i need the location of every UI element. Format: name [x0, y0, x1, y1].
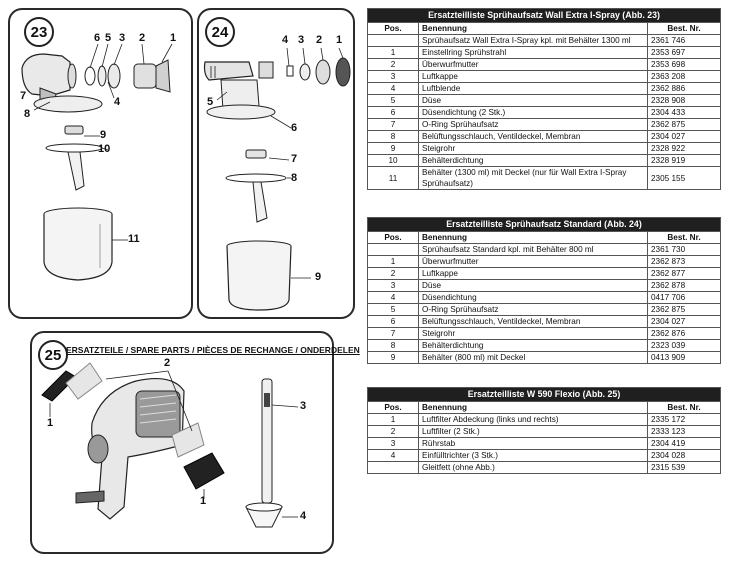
cell-name: Belüftungsschlauch, Ventildeckel, Membran — [419, 131, 648, 143]
cell-nr: 2361 746 — [648, 35, 721, 47]
label-1: 1 — [336, 34, 343, 46]
cell-name: Steigrohr — [419, 143, 648, 155]
table-row — [368, 414, 721, 426]
label-8: 8 — [291, 172, 298, 184]
cell-pos: 1 — [368, 256, 419, 268]
label-9: 9 — [315, 271, 322, 283]
cell-nr: 2305 155 — [648, 167, 721, 190]
cell-nr: 2362 877 — [648, 268, 721, 280]
cell-pos: 7 — [368, 328, 419, 340]
cell-nr: 2362 875 — [648, 119, 721, 131]
label-10: 10 — [98, 143, 111, 155]
label-2: 2 — [164, 357, 171, 369]
cell-pos: 7 — [368, 119, 419, 131]
cell-pos: 3 — [368, 280, 419, 292]
table-row — [368, 143, 721, 155]
col-nr: Best. Nr. — [648, 23, 721, 35]
cell-name: O-Ring Sprühaufsatz — [419, 119, 648, 131]
cell-nr: 2328 919 — [648, 155, 721, 167]
cell-pos: 11 — [368, 167, 419, 190]
spare-parts-title: ERSATZTEILE / SPARE PARTS / PIÈCES DE RECHANGE / ONDERDELEN — [66, 345, 360, 355]
table-row — [368, 167, 721, 190]
cell-nr: 2315 539 — [648, 462, 721, 474]
parts-table-wall-extra — [367, 8, 721, 190]
table-row — [368, 107, 721, 119]
cell-nr: 2304 028 — [648, 450, 721, 462]
cell-pos: 6 — [368, 316, 419, 328]
cell-nr: 2304 027 — [648, 131, 721, 143]
cell-nr: 2304 419 — [648, 438, 721, 450]
cell-nr: 2328 922 — [648, 143, 721, 155]
cell-nr: 2333 123 — [648, 426, 721, 438]
cell-name: Gleitfett (ohne Abb.) — [419, 462, 648, 474]
cell-name: Behälterdichtung — [419, 155, 648, 167]
table-row — [368, 280, 721, 292]
cell-name: Luftfilter (2 Stk.) — [419, 426, 648, 438]
cell-name: Überwurfmutter — [419, 59, 648, 71]
cell-pos: 6 — [368, 107, 419, 119]
col-name: Benennung — [419, 402, 648, 414]
cell-name: Luftblende — [419, 83, 648, 95]
figure-24-panel — [197, 8, 355, 319]
cell-pos — [368, 462, 419, 474]
cell-name: Luftkappe — [419, 268, 648, 280]
label-5: 5 — [207, 96, 214, 108]
cell-name: Rührstab — [419, 438, 648, 450]
col-pos: Pos. — [368, 402, 419, 414]
table-row — [368, 316, 721, 328]
label-8: 8 — [24, 108, 31, 120]
figure-24-drawing — [199, 10, 353, 317]
cell-name: Überwurfmutter — [419, 256, 648, 268]
label-6: 6 — [291, 122, 298, 134]
figure-25-drawing — [32, 333, 332, 552]
cell-nr: 2328 908 — [648, 95, 721, 107]
cell-nr: 2362 876 — [648, 328, 721, 340]
cell-name: Einfülltrichter (3 Stk.) — [419, 450, 648, 462]
cell-name: Steigrohr — [419, 328, 648, 340]
label-1: 1 — [47, 417, 54, 429]
cell-nr: 2304 027 — [648, 316, 721, 328]
label-3: 3 — [119, 32, 126, 44]
cell-pos: 3 — [368, 438, 419, 450]
parts-table-w590-flexio — [367, 387, 721, 474]
cell-nr: 2363 208 — [648, 71, 721, 83]
cell-pos — [368, 244, 419, 256]
figure-23-panel — [8, 8, 193, 319]
figure-25-panel — [30, 331, 334, 554]
label-5: 5 — [105, 32, 112, 44]
label-3: 3 — [298, 34, 305, 46]
label-4: 4 — [282, 34, 289, 46]
cell-name: Luftfilter Abdeckung (links und rechts) — [419, 414, 648, 426]
cell-name: Belüftungsschlauch, Ventildeckel, Membran — [419, 316, 648, 328]
cell-nr: 2323 039 — [648, 340, 721, 352]
label-6: 6 — [94, 32, 101, 44]
col-pos: Pos. — [368, 23, 419, 35]
table-row — [368, 304, 721, 316]
table-title: Ersatzteilliste W 590 Flexio (Abb. 25) — [368, 388, 721, 402]
table-row — [368, 438, 721, 450]
col-name: Benennung — [419, 23, 648, 35]
label-9: 9 — [100, 129, 107, 141]
cell-pos: 2 — [368, 268, 419, 280]
label-11: 11 — [128, 233, 140, 245]
table-row — [368, 462, 721, 474]
table-row — [368, 352, 721, 364]
label-4: 4 — [300, 510, 307, 522]
figure-23-badge: 23 — [24, 17, 54, 47]
cell-pos: 8 — [368, 340, 419, 352]
table-row — [368, 71, 721, 83]
cell-nr: 0413 909 — [648, 352, 721, 364]
cell-pos: 1 — [368, 414, 419, 426]
cell-name: Düsendichtung — [419, 292, 648, 304]
cell-nr: 2335 172 — [648, 414, 721, 426]
cell-pos: 2 — [368, 59, 419, 71]
figure-25-badge: 25 — [38, 340, 68, 370]
table-row — [368, 340, 721, 352]
table-row — [368, 47, 721, 59]
table-row — [368, 244, 721, 256]
label-2: 2 — [316, 34, 323, 46]
cell-name: Düse — [419, 95, 648, 107]
cell-name: Behälterdichtung — [419, 340, 648, 352]
cell-pos: 9 — [368, 143, 419, 155]
cell-name: Düse — [419, 280, 648, 292]
cell-name: Luftkappe — [419, 71, 648, 83]
label-4: 4 — [114, 96, 121, 108]
cell-nr: 2304 433 — [648, 107, 721, 119]
cell-pos: 4 — [368, 450, 419, 462]
cell-pos — [368, 35, 419, 47]
table-title: Ersatzteilliste Sprühaufsatz Wall Extra I-Spray (Abb. 23) — [368, 9, 721, 23]
label-7: 7 — [20, 90, 27, 102]
cell-name: Behälter (1300 ml) mit Deckel (nur für Wall Extra I-Spray Sprühaufsatz) — [419, 167, 648, 190]
cell-name: Sprühaufsatz Wall Extra I-Spray kpl. mit Behälter 1300 ml — [419, 35, 648, 47]
label-1: 1 — [200, 495, 207, 507]
table-row — [368, 426, 721, 438]
col-nr: Best. Nr. — [648, 402, 721, 414]
cell-pos: 9 — [368, 352, 419, 364]
cell-name: Behälter (800 ml) mit Deckel — [419, 352, 648, 364]
cell-name: Sprühaufsatz Standard kpl. mit Behälter 800 ml — [419, 244, 648, 256]
cell-nr: 2353 697 — [648, 47, 721, 59]
cell-name: Einstellring Sprühstrahl — [419, 47, 648, 59]
label-2: 2 — [139, 32, 146, 44]
cell-pos: 4 — [368, 292, 419, 304]
table-row — [368, 59, 721, 71]
figure-24-badge: 24 — [205, 17, 235, 47]
cell-nr: 2362 886 — [648, 83, 721, 95]
cell-pos: 8 — [368, 131, 419, 143]
table-row — [368, 95, 721, 107]
label-3: 3 — [300, 400, 307, 412]
table-row — [368, 328, 721, 340]
cell-nr: 2362 875 — [648, 304, 721, 316]
table-row — [368, 83, 721, 95]
cell-nr: 2353 698 — [648, 59, 721, 71]
table-row — [368, 450, 721, 462]
table-row — [368, 268, 721, 280]
label-7: 7 — [291, 153, 298, 165]
cell-name: Düsendichtung (2 Stk.) — [419, 107, 648, 119]
cell-name: O-Ring Sprühaufsatz — [419, 304, 648, 316]
cell-nr: 2362 873 — [648, 256, 721, 268]
label-1: 1 — [170, 32, 177, 44]
figure-23-drawing — [10, 10, 191, 317]
cell-nr: 2362 878 — [648, 280, 721, 292]
parts-table-standard — [367, 217, 721, 364]
table-row — [368, 35, 721, 47]
cell-pos: 2 — [368, 426, 419, 438]
cell-pos: 1 — [368, 47, 419, 59]
col-nr: Best. Nr. — [648, 232, 721, 244]
table-row — [368, 256, 721, 268]
cell-pos: 4 — [368, 83, 419, 95]
table-row — [368, 155, 721, 167]
table-row — [368, 131, 721, 143]
table-title: Ersatzteilliste Sprühaufsatz Standard (Abb. 24) — [368, 218, 721, 232]
table-row — [368, 292, 721, 304]
cell-pos: 5 — [368, 95, 419, 107]
cell-nr: 2361 730 — [648, 244, 721, 256]
cell-pos: 3 — [368, 71, 419, 83]
cell-pos: 10 — [368, 155, 419, 167]
table-row — [368, 119, 721, 131]
col-pos: Pos. — [368, 232, 419, 244]
cell-pos: 5 — [368, 304, 419, 316]
col-name: Benennung — [419, 232, 648, 244]
cell-nr: 0417 706 — [648, 292, 721, 304]
